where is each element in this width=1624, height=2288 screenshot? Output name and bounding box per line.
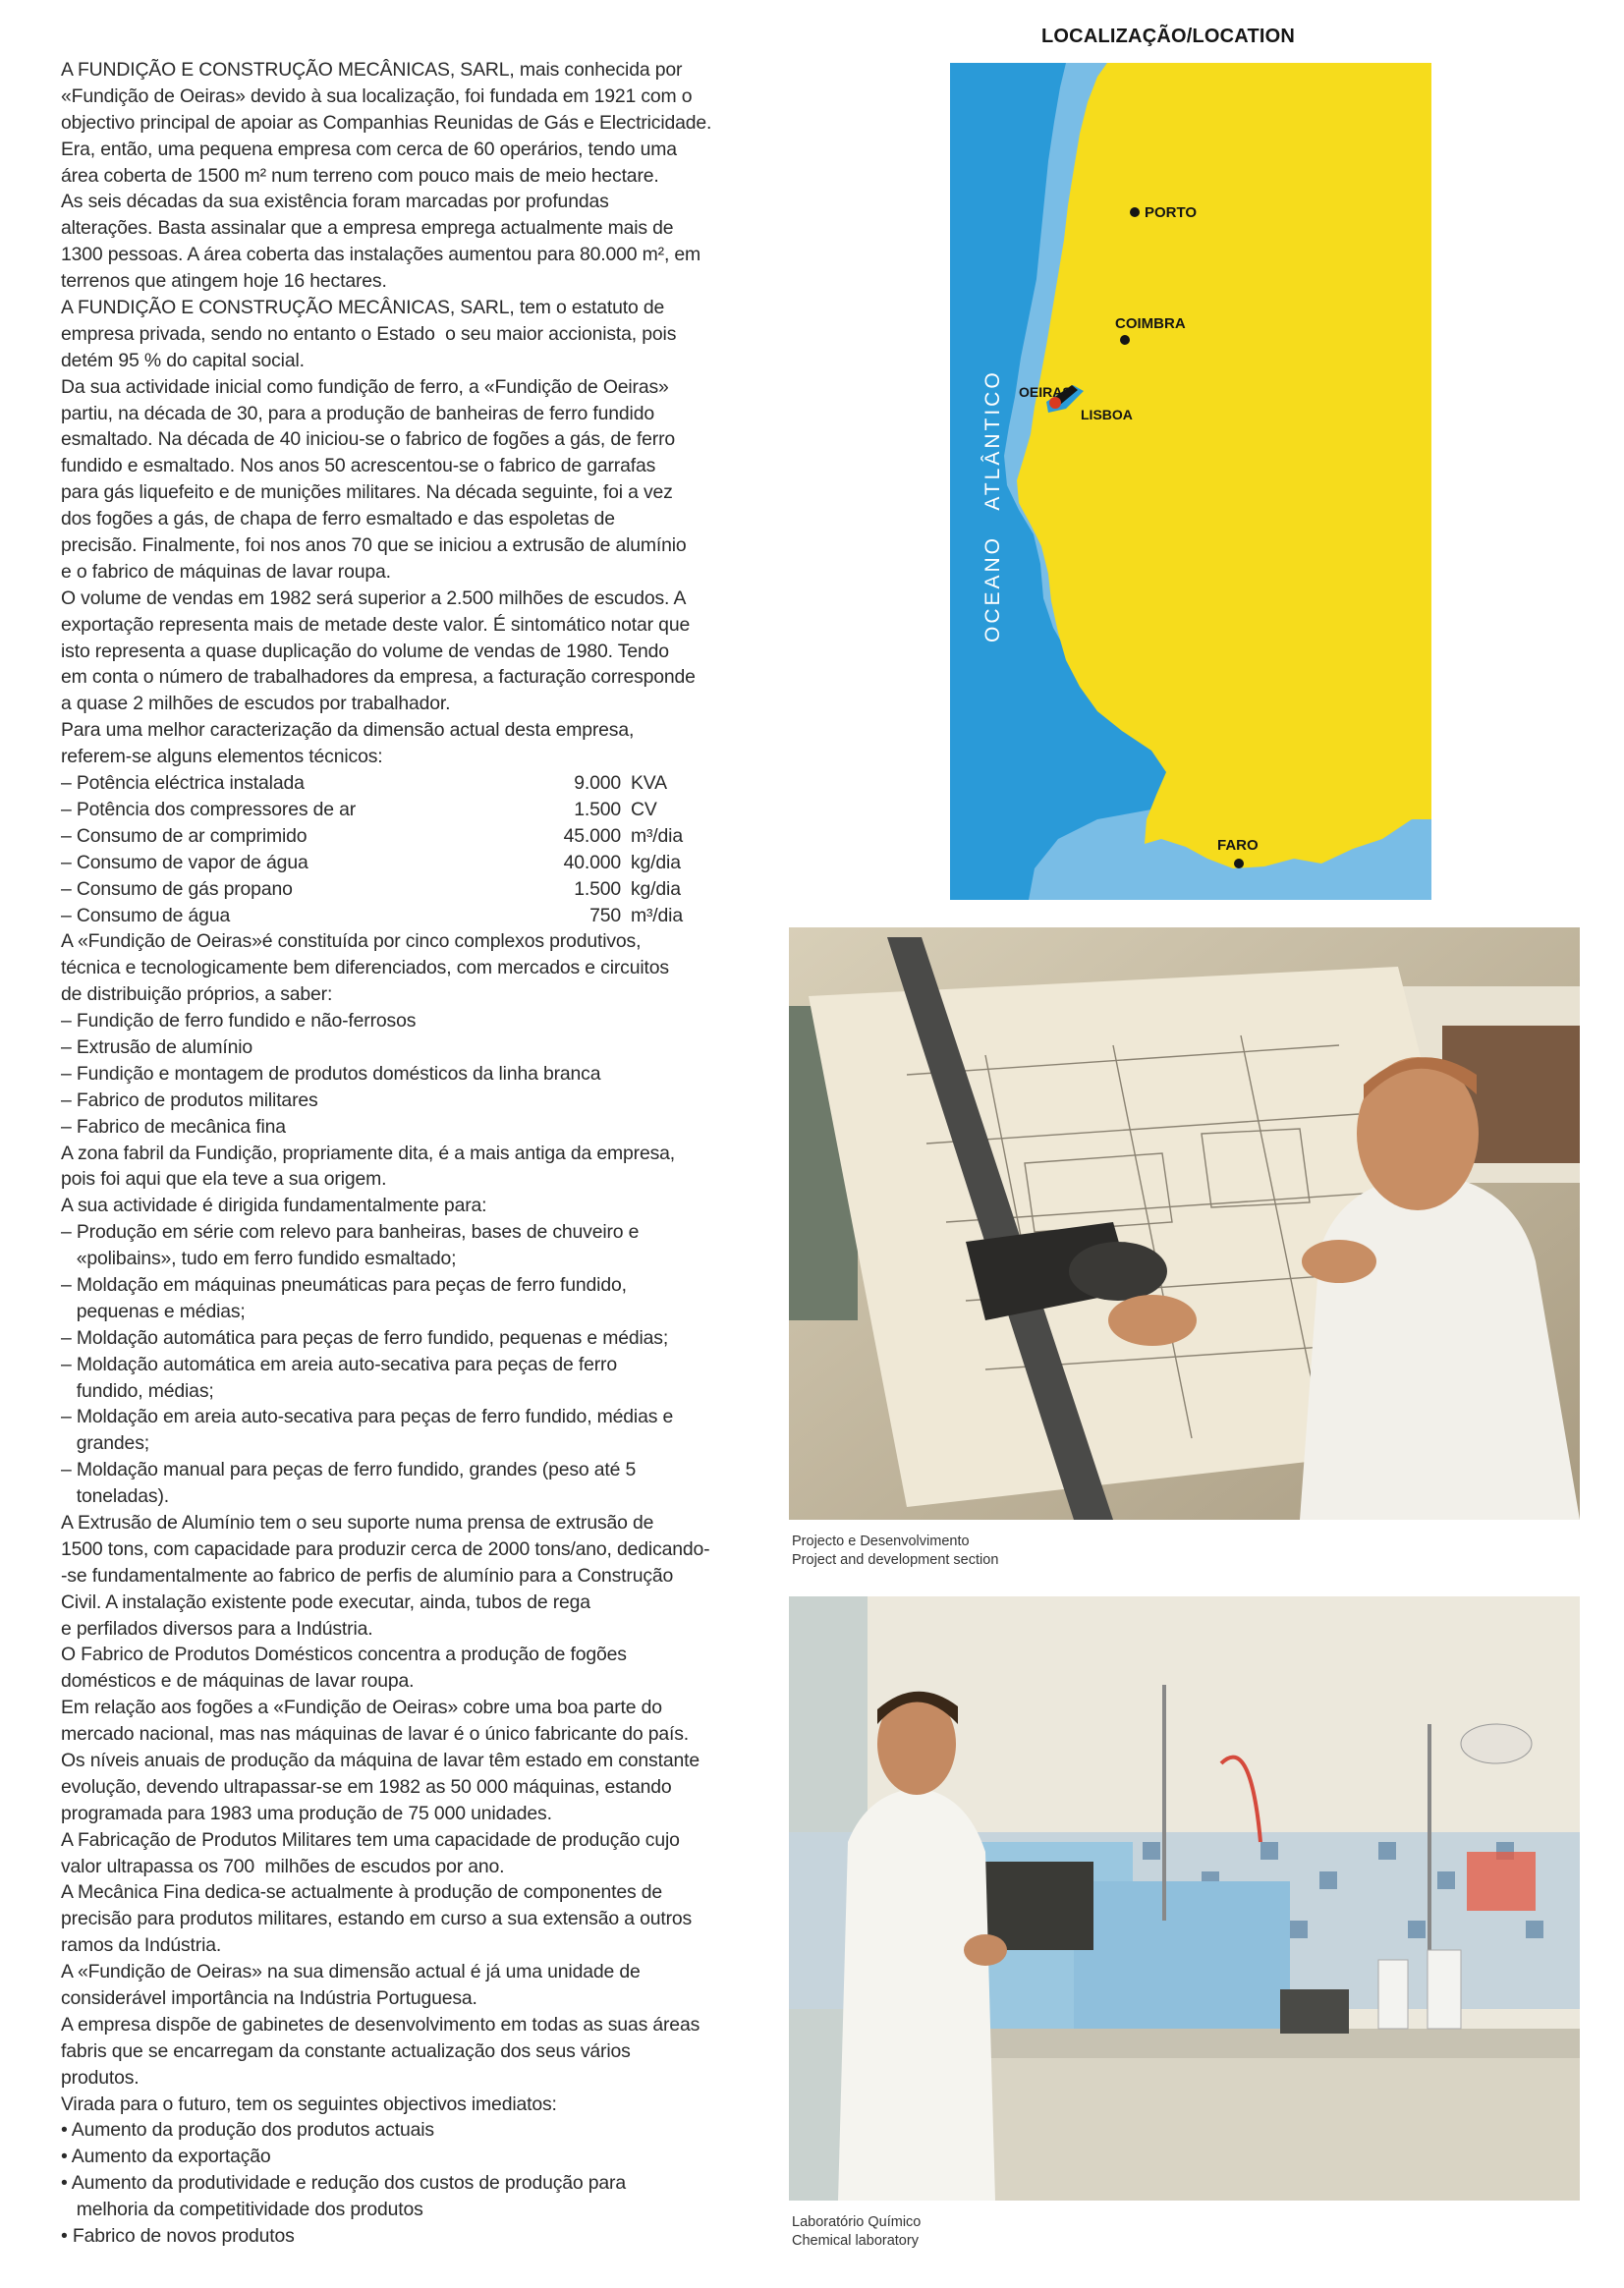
spec-row xyxy=(61,850,766,876)
text-line: referem-se alguns elementos técnicos: xyxy=(61,746,383,768)
text-line: – Fabrico de produtos militares xyxy=(61,1088,318,1111)
city-label-lisboa: LISBOA xyxy=(1081,407,1133,422)
text-line: produtos. xyxy=(61,2066,140,2089)
text-line: A Extrusão de Alumínio tem o seu suporte numa prensa de extrusão de xyxy=(61,1511,654,1534)
spec-row xyxy=(61,770,766,797)
spec-unit: KVA xyxy=(631,772,667,795)
text-line: precisão. Finalmente, foi nos anos 70 que se iniciou a extrusão de alumínio xyxy=(61,534,687,557)
text-line: Era, então, uma pequena empresa com cerca de 60 operários, tendo uma xyxy=(61,138,677,160)
article-continued xyxy=(61,928,766,2250)
text-line: e o fabrico de máquinas de lavar roupa. xyxy=(61,560,391,583)
spec-unit: m³/dia xyxy=(631,824,683,847)
portugal-location-map xyxy=(950,63,1431,900)
text-line: programada para 1983 uma produção de 75 000 unidades. xyxy=(61,1802,552,1824)
text-line: ramos da Indústria. xyxy=(61,1934,222,1957)
map-title: LOCALIZAÇÃO/LOCATION xyxy=(1041,26,1296,47)
text-line: «Fundição de Oeiras» devido à sua localização, foi fundada em 1921 com o xyxy=(61,84,693,107)
text-line: Os níveis anuais de produção da máquina de lavar têm estado em constante xyxy=(61,1750,700,1771)
text-line: A «Fundição de Oeiras»é constituída por cinco complexos produtivos, xyxy=(61,930,642,953)
text-line: mercado nacional, mas nas máquinas de lavar é o único fabricante do país. xyxy=(61,1723,690,1746)
spec-label: – Potência dos compressores de ar xyxy=(61,798,357,820)
text-line: A FUNDIÇÃO E CONSTRUÇÃO MECÂNICAS, SARL, tem o estatuto de xyxy=(61,297,665,319)
spec-unit: CV xyxy=(631,798,657,820)
spec-value: 9.000 xyxy=(574,772,621,795)
spec-row xyxy=(61,876,766,903)
text-line: evolução, devendo ultrapassar-se em 1982 as 50 000 máquinas, estando xyxy=(61,1775,672,1798)
text-line: Da sua actividade inicial como fundição de ferro, a «Fundição de Oeiras» xyxy=(61,375,669,398)
faro-dot xyxy=(1234,859,1244,868)
text-line: – Moldação automática para peças de ferro fundido, pequenas e médias; xyxy=(61,1326,669,1349)
text-line: – Moldação em máquinas pneumáticas para peças de ferro fundido, xyxy=(61,1273,627,1296)
text-line: para gás liquefeito e de munições militares. Na década seguinte, foi a vez xyxy=(61,481,673,504)
text-line: 1300 pessoas. A área coberta das instalações aumentou para 80.000 m², em xyxy=(61,244,701,266)
text-line: Em relação aos fogões a «Fundição de Oeiras» cobre uma boa parte do xyxy=(61,1697,662,1719)
text-line: O Fabrico de Produtos Domésticos concentra a produção de fogões xyxy=(61,1644,627,1666)
text-line: considerável importância na Indústria Portuguesa. xyxy=(61,1987,477,2010)
spec-value: 40.000 xyxy=(563,851,621,873)
text-line: A FUNDIÇÃO E CONSTRUÇÃO MECÂNICAS, SARL, mais conhecida por xyxy=(61,59,683,81)
city-label-coimbra: COIMBRA xyxy=(1115,315,1186,332)
city-label-faro: FARO xyxy=(1217,837,1259,854)
text-line: grandes; xyxy=(61,1432,149,1455)
text-line: isto representa a quase duplicação do volume de vendas de 1980. Tendo xyxy=(61,640,669,662)
text-line: pequenas e médias; xyxy=(61,1300,246,1322)
text-line: esmaltado. Na década de 40 iniciou-se o fabrico de fogões a gás, de ferro xyxy=(61,428,676,451)
text-line: e perfilados diversos para a Indústria. xyxy=(61,1617,373,1640)
spec-value: 1.500 xyxy=(574,877,621,900)
text-line: de distribuição próprios, a saber: xyxy=(61,983,333,1006)
spec-unit: m³/dia xyxy=(631,904,683,926)
text-line: • Aumento da produtividade e redução dos custos de produção para xyxy=(61,2172,626,2195)
text-line: área coberta de 1500 m² num terreno com pouco mais de meio hectare. xyxy=(61,164,659,187)
caption-photo2 xyxy=(792,2213,921,2251)
city-label-porto: PORTO xyxy=(1145,204,1198,221)
text-line: empresa privada, sendo no entanto o Estado o seu maior accionista, pois xyxy=(61,322,677,345)
text-line: – Moldação automática em areia auto-secativa para peças de ferro xyxy=(61,1353,617,1375)
spec-label: – Potência eléctrica instalada xyxy=(61,772,305,795)
spec-label: – Consumo de vapor de água xyxy=(61,851,308,873)
text-line: A «Fundição de Oeiras» na sua dimensão actual é já uma unidade de xyxy=(61,1961,641,1983)
article-body xyxy=(61,57,766,2250)
coimbra-dot xyxy=(1120,335,1130,345)
text-line: Para uma melhor caracterização da dimensão actual desta empresa, xyxy=(61,719,635,742)
text-line: – Produção em série com relevo para banheiras, bases de chuveiro e xyxy=(61,1221,640,1244)
city-label-oeiras: OEIRAS xyxy=(1019,384,1072,400)
spec-value: 1.500 xyxy=(574,798,621,820)
text-line: fundido e esmaltado. Nos anos 50 acrescentou-se o fabrico de garrafas xyxy=(61,455,656,477)
text-line: • Aumento da exportação xyxy=(61,2146,271,2168)
text-line: A empresa dispõe de gabinetes de desenvolvimento em todas as suas áreas xyxy=(61,2013,700,2036)
spec-row xyxy=(61,797,766,823)
text-line: exportação representa mais de metade deste valor. É sintomático notar que xyxy=(61,613,691,636)
text-line: -se fundamentalmente ao fabrico de perfis de alumínio para a Construção xyxy=(61,1564,674,1587)
text-line: alterações. Basta assinalar que a empresa emprega actualmente mais de xyxy=(61,217,674,240)
text-line: em conta o número de trabalhadores da empresa, a facturação corresponde xyxy=(61,666,696,689)
photo-chemical-laboratory xyxy=(789,1596,1580,2201)
text-line: fundido, médias; xyxy=(61,1379,214,1402)
text-line: 1500 tons, com capacidade para produzir cerca de 2000 tons/ano, dedicando- xyxy=(61,1537,710,1560)
text-line: técnica e tecnologicamente bem diferenciados, com mercados e circuitos xyxy=(61,957,669,979)
spec-value: 45.000 xyxy=(563,824,621,847)
caption-photo2-en: Chemical laboratory xyxy=(792,2233,919,2249)
text-line: A Fabricação de Produtos Militares tem uma capacidade de produção cujo xyxy=(61,1828,680,1851)
text-line: As seis décadas da sua existência foram marcadas por profundas xyxy=(61,191,609,213)
text-line: A zona fabril da Fundição, propriamente dita, é a mais antiga da empresa, xyxy=(61,1142,676,1164)
text-line: • Fabrico de novos produtos xyxy=(61,2225,295,2248)
text-line: precisão para produtos militares, estando em curso a sua extensão a outros xyxy=(61,1908,693,1930)
technical-specs-list xyxy=(61,770,766,928)
spec-label: – Consumo de água xyxy=(61,904,231,926)
spec-unit: kg/dia xyxy=(631,877,681,900)
text-line: – Moldação manual para peças de ferro fundido, grandes (peso até 5 xyxy=(61,1459,637,1481)
porto-dot xyxy=(1130,207,1140,217)
text-line: terrenos que atingem hoje 16 hectares. xyxy=(61,270,387,293)
text-line: pois foi aqui que ela teve a sua origem. xyxy=(61,1168,387,1191)
photo-drafting-engineer xyxy=(789,927,1580,1520)
caption-photo1 xyxy=(792,1533,998,1570)
text-line: valor ultrapassa os 700 milhões de escudos por ano. xyxy=(61,1855,505,1877)
text-line: melhoria da competitividade dos produtos xyxy=(61,2199,423,2221)
text-line: O volume de vendas em 1982 será superior a 2.500 milhões de escudos. A xyxy=(61,586,687,609)
text-line: dos fogões a gás, de chapa de ferro esmaltado e das espoletas de xyxy=(61,508,615,530)
text-line: • Aumento da produção dos produtos actuais xyxy=(61,2119,434,2142)
caption-photo1-pt: Projecto e Desenvolvimento xyxy=(792,1534,970,1549)
spec-label: – Consumo de gás propano xyxy=(61,877,293,900)
spec-label: – Consumo de ar comprimido xyxy=(61,824,308,847)
spec-unit: kg/dia xyxy=(631,851,681,873)
text-line: a quase 2 milhões de escudos por trabalhador. xyxy=(61,693,451,715)
caption-photo2-pt: Laboratório Químico xyxy=(792,2214,922,2230)
text-line: partiu, na década de 30, para a produção de banheiras de ferro fundido xyxy=(61,402,654,424)
spec-row xyxy=(61,903,766,929)
text-line: detém 95 % do capital social. xyxy=(61,349,305,371)
text-line: domésticos e de máquinas de lavar roupa. xyxy=(61,1670,415,1693)
text-line: A sua actividade é dirigida fundamentalmente para: xyxy=(61,1195,487,1217)
ocean-label: OCEANO ATLÂNTICO xyxy=(981,369,1004,642)
text-line: «polibains», tudo em ferro fundido esmaltado; xyxy=(61,1248,457,1270)
text-line: toneladas). xyxy=(61,1485,170,1508)
text-line: – Fundição e montagem de produtos domésticos da linha branca xyxy=(61,1062,601,1085)
text-line: Civil. A instalação existente pode executar, ainda, tubos de rega xyxy=(61,1590,590,1613)
caption-photo1-en: Project and development section xyxy=(792,1552,999,1568)
text-line: Virada para o futuro, tem os seguintes objectivos imediatos: xyxy=(61,2093,557,2115)
article-intro xyxy=(61,57,766,770)
text-line: fabris que se encarregam da constante actualização dos seus vários xyxy=(61,2039,631,2062)
text-line: – Extrusão de alumínio xyxy=(61,1035,253,1058)
spec-value: 750 xyxy=(589,904,621,926)
text-line: A Mecânica Fina dedica-se actualmente à produção de componentes de xyxy=(61,1881,663,1904)
text-line: – Fundição de ferro fundido e não-ferrosos xyxy=(61,1010,417,1032)
spec-row xyxy=(61,823,766,850)
text-line: objectivo principal de apoiar as Companhias Reunidas de Gás e Electricidade. xyxy=(61,111,712,134)
text-line: – Moldação em areia auto-secativa para peças de ferro fundido, médias e xyxy=(61,1406,674,1428)
text-line: – Fabrico de mecânica fina xyxy=(61,1115,286,1138)
